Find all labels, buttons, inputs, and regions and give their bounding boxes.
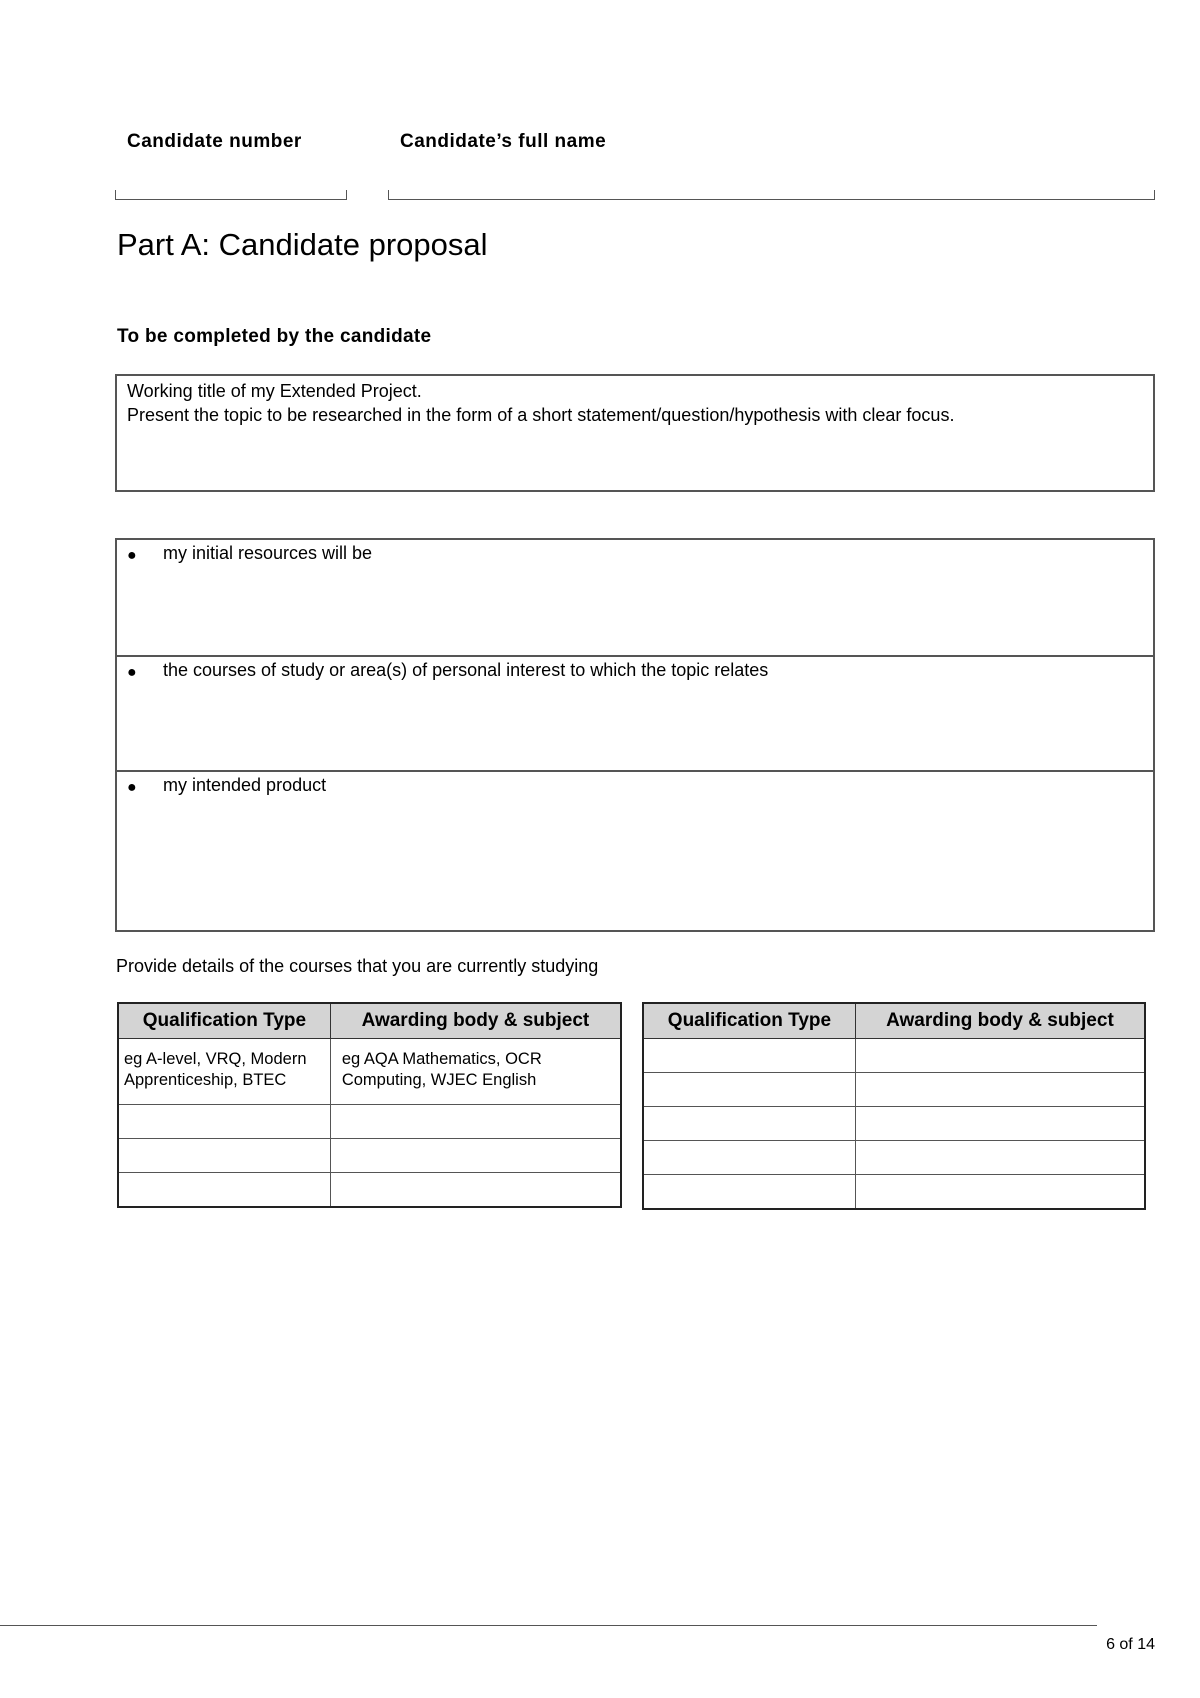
candidate-name-label: Candidate’s full name	[400, 131, 607, 152]
awarding-body-header: Awarding body & subject	[855, 1003, 1145, 1039]
candidate-name-field[interactable]	[388, 190, 1155, 200]
table-cell[interactable]	[118, 1105, 330, 1139]
table-cell[interactable]	[643, 1107, 855, 1141]
courses-table-left	[117, 1002, 622, 1208]
table-cell[interactable]	[855, 1107, 1145, 1141]
bullet-label: my initial resources will be	[163, 543, 373, 563]
awarding-body-header: Awarding body & subject	[330, 1003, 621, 1039]
bullet-label: my intended product	[163, 775, 327, 795]
resources-field[interactable]	[117, 540, 1153, 655]
table-cell[interactable]	[330, 1105, 621, 1139]
courses-prompt: Provide details of the courses that you are currently studying	[116, 956, 599, 976]
table-cell[interactable]	[643, 1141, 855, 1175]
bullet-icon: ●	[127, 779, 137, 796]
table-cell[interactable]	[643, 1039, 855, 1073]
bullet-icon: ●	[127, 547, 137, 564]
table-cell[interactable]	[855, 1039, 1145, 1073]
table-cell[interactable]	[118, 1139, 330, 1173]
working-title-line1: Working title of my Extended Project.	[127, 381, 422, 401]
table-cell[interactable]	[118, 1173, 330, 1208]
candidate-number-label: Candidate number	[127, 131, 302, 152]
candidate-number-field[interactable]	[115, 190, 347, 200]
qualification-type-header: Qualification Type	[118, 1003, 330, 1039]
courses-table-right	[642, 1002, 1146, 1210]
bullet-icon: ●	[127, 664, 137, 681]
example-qualification-cell[interactable]: eg A-level, VRQ, Modern Apprenticeship, BTEC	[118, 1039, 330, 1105]
table-cell[interactable]	[855, 1141, 1145, 1175]
table-cell[interactable]	[330, 1139, 621, 1173]
proposal-details-box	[115, 538, 1155, 932]
bullet-label: the courses of study or area(s) of personal interest to which the topic relates	[163, 660, 769, 680]
example-awarding-cell[interactable]: eg AQA Mathematics, OCR Computing, WJEC English	[330, 1039, 621, 1105]
qualification-type-header: Qualification Type	[643, 1003, 855, 1039]
courses-interest-field[interactable]	[117, 655, 1153, 770]
page-title: Part A: Candidate proposal	[117, 227, 488, 262]
table-cell[interactable]	[855, 1175, 1145, 1210]
working-title-box[interactable]	[115, 374, 1155, 492]
table-cell[interactable]	[330, 1173, 621, 1208]
intended-product-field[interactable]	[117, 770, 1153, 930]
section-subheading: To be completed by the candidate	[117, 326, 432, 347]
page-number: 6 of 14	[1106, 1636, 1155, 1653]
footer-divider	[0, 1625, 1097, 1626]
table-cell[interactable]	[643, 1073, 855, 1107]
working-title-line2: Present the topic to be researched in the form of a short statement/question/hypothesis with clear focus.	[127, 405, 955, 425]
table-cell[interactable]	[643, 1175, 855, 1210]
table-cell[interactable]	[855, 1073, 1145, 1107]
